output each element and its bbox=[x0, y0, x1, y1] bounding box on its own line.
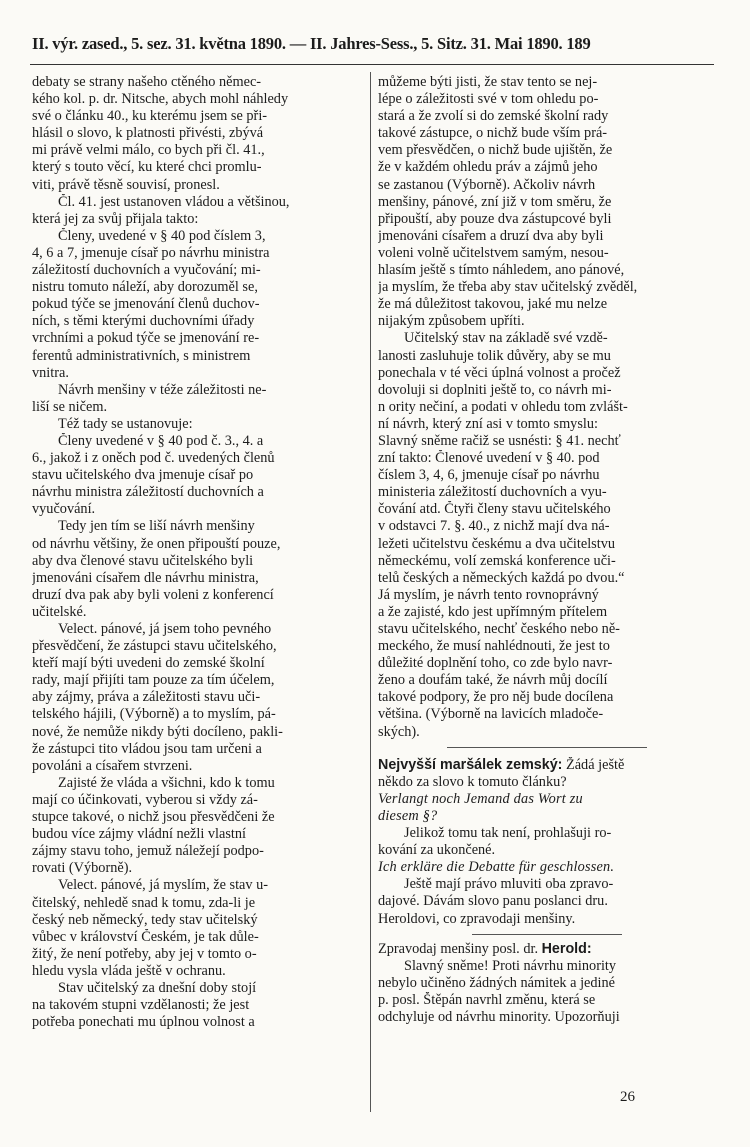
text-line: mají co účinkovati, vyberou si vždy zá- bbox=[32, 791, 258, 808]
text-line: ních, s těmi kterými duchovními úřady bbox=[32, 313, 255, 330]
section-rule-2 bbox=[472, 934, 622, 935]
text-line: kteří mají býti uvedeni do zemské školní bbox=[32, 655, 265, 672]
text-line: který s touto věcí, ku které chci promlu- bbox=[32, 159, 262, 176]
text-line: ležeti učitelstvu českému a dva učitelstvu bbox=[378, 535, 616, 552]
text-line: nové, že nemůže nikdy býti docíleno, pakli- bbox=[32, 723, 283, 740]
text-line: že v každém ohledu práv a zájmů jeho bbox=[378, 159, 598, 176]
text-line: jmenováni císařem dle návrhu ministra, bbox=[32, 569, 259, 586]
speaker-text: Žádá ještě bbox=[562, 756, 625, 773]
text-line: český neb německý, tedy stav učitelský bbox=[32, 911, 258, 928]
text-line: stavu učitelského dva jmenuje císař po bbox=[32, 467, 254, 484]
text-line: Členy, uvedené v § 40 pod číslem 3, bbox=[58, 227, 266, 244]
text-line: Zajisté že vláda a všichni, kdo k tomu bbox=[58, 774, 275, 791]
text-line: rovati (Výborně). bbox=[32, 860, 133, 877]
text-line: aby dva členové stavu učitelského byli bbox=[32, 552, 254, 569]
text-line: vyučování. bbox=[32, 501, 96, 518]
rapporteur-name: Herold: bbox=[541, 940, 592, 957]
text-line: stupce takové, o nichž jsou přesvědčeni že bbox=[32, 809, 275, 826]
column-divider bbox=[370, 72, 371, 1112]
text-line: od návrhu většiny, že onen připouští pouze, bbox=[32, 535, 281, 552]
text-line: že má důležitost takovou, jaké mu nelze bbox=[378, 296, 608, 313]
text-line: nebylo učiněno žádných námitek a jediné bbox=[378, 974, 616, 991]
text-line: vem přesvědčen, o nichž bude ujištěn, že bbox=[378, 142, 613, 159]
text-line: ferentů administrativních, s ministrem bbox=[32, 347, 251, 364]
text-line: p. posl. Štěpán navrhl změnu, která se bbox=[378, 991, 596, 1008]
text-line: budou více zájmy vládní nežli vlastní bbox=[32, 826, 246, 843]
text-line: telského hájili, (Výborně) a to myslím, pá- bbox=[32, 706, 276, 723]
text-line: nijakým způsobem upříti. bbox=[378, 313, 525, 330]
text-line: záležitostí duchovních a vyučování; mi- bbox=[32, 262, 261, 279]
text-line: Čl. 41. jest ustanoven vládou a většinou, bbox=[58, 193, 290, 210]
text-line: Členy uvedené v § 40 pod č. 3., 4. a bbox=[58, 432, 264, 449]
text-line: meckého, že musí nahlédnouti, že jest to bbox=[378, 638, 610, 655]
text-line: Heroldovi, co zpravodaji menšiny. bbox=[378, 910, 576, 927]
text-line: Stav učitelský za dnešní doby stojí bbox=[58, 979, 257, 996]
text-line: Velect. pánové, já myslím, že stav u- bbox=[58, 877, 269, 894]
text-line: kování za ukončené. bbox=[378, 842, 496, 859]
section-rule bbox=[447, 747, 647, 748]
text-line: Verlangt noch Jemand das Wort zu bbox=[378, 790, 583, 807]
text-line: zájmy stavu toho, jemuž náležejí podpo- bbox=[32, 843, 264, 860]
text-line: stavu učitelského, nechť českého nebo ně- bbox=[378, 621, 620, 637]
text-line: hlásil o slovo, k platnosti přivésti, zbývá bbox=[32, 125, 264, 142]
text-line: jmenováni císařem a druzí dva aby byli bbox=[378, 227, 604, 244]
text-line: voleni volně učitelstvem samým, nesou- bbox=[378, 244, 609, 261]
text-line: ja myslím, že třeba aby stav učitelský zvěděl, bbox=[378, 279, 638, 296]
text-line: připouští, aby pouze dva zástupcové byli bbox=[378, 210, 612, 227]
text-line: ministeria záležitostí duchovních a vyu- bbox=[378, 484, 607, 501]
text-line: Jelikož tomu tak není, prohlašuji ro- bbox=[404, 825, 612, 842]
text-line: zní takto: Členové uvedení v § 40. pod bbox=[378, 450, 600, 467]
rapporteur-prefix: Zpravodaj menšiny posl. dr. bbox=[378, 940, 542, 957]
text-line: nistru tomuto náleží, aby dorozuměl se, bbox=[32, 279, 258, 296]
text-line: Též tady se ustanovuje: bbox=[58, 415, 193, 432]
text-line: hledu vysla vláda ještě v ochranu. bbox=[32, 962, 226, 979]
text-line: Návrh menšiny v téže záležitosti ne- bbox=[58, 381, 267, 398]
page-number: 26 bbox=[620, 1089, 635, 1105]
header-rule bbox=[30, 64, 714, 65]
text-line: 6., jakož i z oněch pod č. uvedených členů bbox=[32, 450, 275, 467]
text-line: Tedy jen tím se liší návrh menšiny bbox=[58, 518, 255, 535]
text-line: své o článku 40., ku kterému jsem se při- bbox=[32, 108, 268, 125]
right-column-paragraphs bbox=[378, 74, 715, 741]
speaker-line bbox=[378, 757, 715, 774]
text-line: kého kol. p. dr. Nitsche, abych mohl náhledy bbox=[32, 91, 289, 108]
speaker-name: Nejvyšší maršálek zemský: bbox=[378, 756, 563, 773]
text-line: vůbec v království Českém, je tak důle- bbox=[32, 928, 259, 945]
text-line: Velect. pánové, já jsem toho pevného bbox=[58, 621, 272, 637]
text-line: dajové. Dávám slovo panu poslanci dru. bbox=[378, 893, 608, 910]
text-line: která jej za svůj přijala takto: bbox=[32, 210, 199, 227]
text-line: německému, volí zemská konference uči- bbox=[378, 552, 616, 569]
text-line: vnitra. bbox=[32, 364, 69, 381]
text-line: pokud týče se jmenování členů duchov- bbox=[32, 296, 260, 313]
text-line: číslem 3, 4, 6, jmenuje císař po návrhu bbox=[378, 467, 600, 484]
text-line: Slavný sněme račiž se usnésti: § 41. nechť bbox=[378, 432, 621, 449]
text-line: takové podpory, že pro něj bude docílena bbox=[378, 689, 614, 706]
text-line: debaty se strany našeho ctěného němec- bbox=[32, 74, 262, 90]
text-line: n ority nečiní, a podati v ohledu tom zvlášt- bbox=[378, 398, 628, 415]
text-line: ženo a doufám také, že návrh můj docílí bbox=[378, 672, 608, 689]
text-line: Já myslím, je návrh tento rovnoprávný bbox=[378, 586, 599, 603]
text-line: viti, právě těsně souvisí, pronesl. bbox=[32, 176, 220, 193]
text-line: telů českých a německých každá po dvou.“ bbox=[378, 569, 625, 586]
text-line: na takovém stupni vzdělanosti; že jest bbox=[32, 997, 250, 1014]
text-line: přesvědčení, že zástupci stavu učitelského, bbox=[32, 638, 277, 655]
text-line: návrhu ministra záležitostí duchovních a bbox=[32, 484, 264, 501]
text-line: a že zajisté, kdo jest upřímným přítelem bbox=[378, 603, 608, 620]
text-line: druzí dva pak aby byli voleni z konferencí bbox=[32, 586, 274, 603]
marshal-statement bbox=[378, 774, 715, 928]
text-line: můžeme býti jisti, že stav tento se nej- bbox=[378, 74, 598, 90]
rapporteur-statement bbox=[378, 958, 715, 1026]
text-line: lanosti zasluhuje tolik důvěry, aby se mu bbox=[378, 347, 611, 364]
text-line: potřeba ponechati mu úplnou volnost a bbox=[32, 1014, 255, 1031]
right-column bbox=[378, 74, 715, 1026]
text-line: 4, 6 a 7, jmenuje císař po návrhu ministra bbox=[32, 244, 270, 261]
text-line: Učitelský stav na základě své vzdě- bbox=[404, 330, 608, 347]
text-line: Slavný sněme! Proti návrhu minority bbox=[404, 957, 617, 974]
text-line: mi právě velmi málo, co bych při čl. 41., bbox=[32, 142, 265, 159]
text-line: učitelské. bbox=[32, 603, 87, 620]
text-line: že zástupci tito vládou jsou tam určeni a bbox=[32, 740, 262, 757]
text-line: žitý, že není potřeby, aby jej v tomto o- bbox=[32, 945, 257, 962]
text-line: dovoluji si doplniti ještě to, co návrh mi- bbox=[378, 381, 612, 398]
text-line: většina. (Výborně na lavicích mladoče- bbox=[378, 706, 604, 723]
left-column bbox=[32, 74, 365, 1031]
text-line: hlasím ještě s tímto náhledem, ano pánové, bbox=[378, 262, 625, 279]
text-line: rady, mají přijíti tam pouze za tím účelem, bbox=[32, 672, 275, 689]
text-line: takové zástupce, o nichž bude vším prá- bbox=[378, 125, 608, 142]
text-line: důležité doplnění toho, co zde bylo navr- bbox=[378, 655, 613, 672]
text-line: diesem §? bbox=[378, 807, 438, 824]
text-line: někdo za slovo k tomuto článku? bbox=[378, 773, 567, 790]
text-line: povoláni a císařem stvrzeni. bbox=[32, 757, 193, 774]
text-line: odchyluje od návrhu minority. Upozorňuji bbox=[378, 1008, 620, 1025]
text-line: lépe o záležitosti své v tom ohledu po- bbox=[378, 91, 599, 108]
text-line: ských). bbox=[378, 723, 420, 740]
text-line: ponechala v té věci úplná volnost a pročež bbox=[378, 364, 621, 381]
text-line: čování atd. Čtyři členy stavu učitelského bbox=[378, 501, 611, 518]
text-line: aby zájmy, práva a záležitosti stavu uči- bbox=[32, 689, 261, 706]
page-header: II. výr. zased., 5. sez. 31. května 1890. — II. Jahres-Sess., 5. Sitz. 31. Mai 1890. 189 bbox=[32, 34, 591, 53]
rapporteur-line bbox=[378, 941, 715, 958]
text-line: stará a že zvolí si do zemské školní rady bbox=[378, 108, 609, 125]
text-line: čitelský, nehledě snad k tomu, zda-li je bbox=[32, 894, 256, 911]
text-line: menšiny, pánové, zní již v tom směru, že bbox=[378, 193, 612, 210]
text-line: Ich erkläre die Debatte für geschlossen. bbox=[378, 859, 615, 876]
text-line: liší se ničem. bbox=[32, 398, 108, 415]
text-line: vrchními a pokud týče se jmenování re- bbox=[32, 330, 260, 347]
text-line: ní návrh, který zní asi v tomto smyslu: bbox=[378, 415, 598, 432]
text-line: se zastanou (Výborně). Ačkoliv návrh bbox=[378, 176, 596, 193]
text-line: v odstavci 7. §. 40., z nichž mají dva ná- bbox=[378, 518, 610, 535]
text-line: Ještě mají právo mluviti oba zpravo- bbox=[404, 876, 614, 893]
